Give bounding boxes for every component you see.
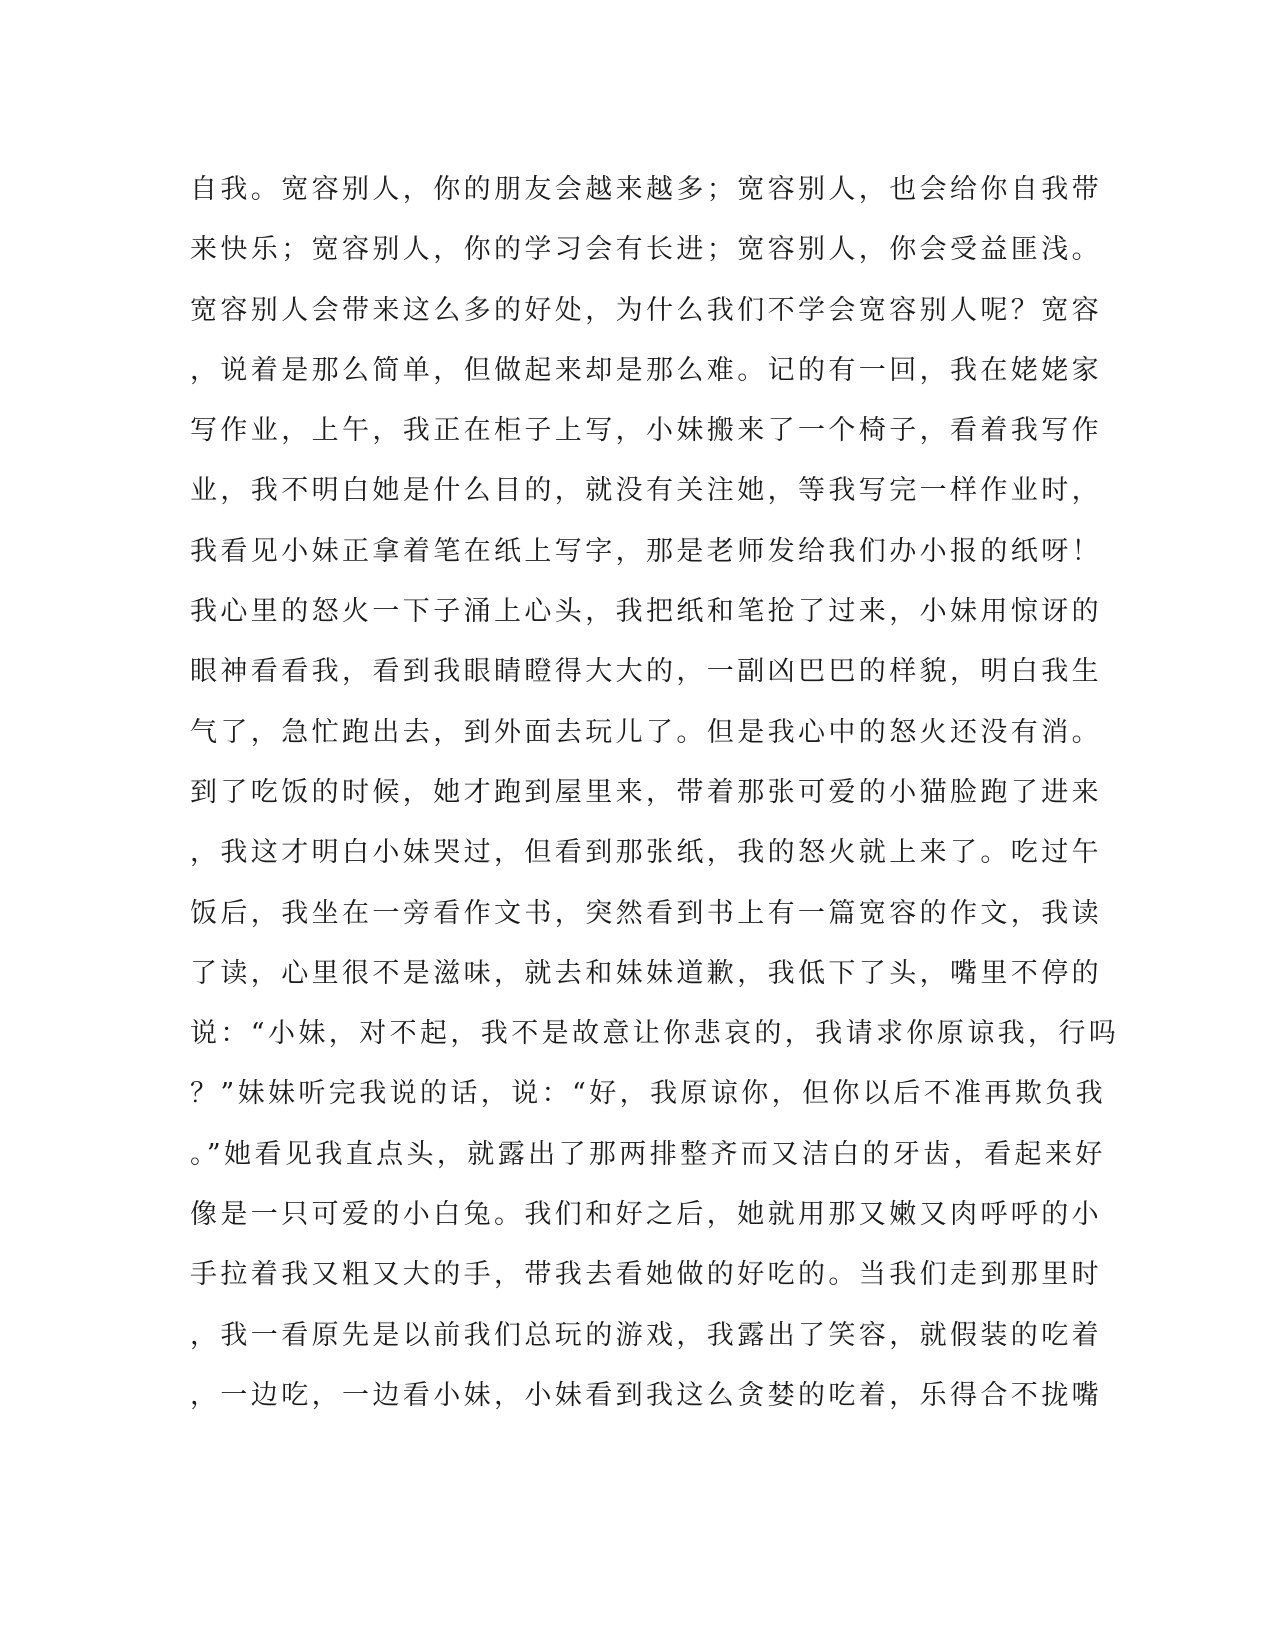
text-line-4: ，说着是那么简单，但做起来却是那么难。记的有一回，我在姥姥家 xyxy=(190,354,1102,386)
text-line-17: 。”她看见我直点头，就露出了那两排整齐而又洁白的牙齿，看起来好 xyxy=(190,1138,1106,1170)
text-line-7: 我看见小妹正拿着笔在纸上写字，那是老师发给我们办小报的纸呀！ xyxy=(190,535,1102,567)
text-line-9: 眼神看看我，看到我眼睛瞪得大大的，一副凶巴巴的样貌，明白我生 xyxy=(190,656,1102,688)
text-line-3: 宽容别人会带来这么多的好处，为什么我们不学会宽容别人呢？宽容 xyxy=(190,294,1102,326)
text-line-21: ，一边吃，一边看小妹，小妹看到我这么贪婪的吃着，乐得合不拢嘴 xyxy=(190,1379,1102,1411)
text-line-10: 气了，急忙跑出去，到外面去玩儿了。但是我心中的怒火还没有消。 xyxy=(190,716,1102,748)
text-line-11: 到了吃饭的时候，她才跑到屋里来，带着那张可爱的小猫脸跑了进来 xyxy=(190,776,1102,808)
text-line-16: ？”妹妹听完我说的话，说：“好，我原谅你，但你以后不准再欺负我 xyxy=(190,1078,1107,1110)
text-line-1: 自我。宽容别人，你的朋友会越来越多；宽容别人，也会给你自我带 xyxy=(190,174,1102,205)
text-line-8: 我心里的怒火一下子涌上心头，我把纸和笔抢了过来，小妹用惊讶的 xyxy=(190,596,1102,628)
text-line-6: 业，我不明白她是什么目的，就没有关注她，等我写完一样作业时， xyxy=(190,475,1102,507)
text-line-2: 来快乐；宽容别人，你的学习会有长进；宽容别人，你会受益匪浅。 xyxy=(190,234,1102,266)
text-line-15: 说：“小妹，对不起，我不是故意让你悲哀的，我请求你原谅我，行吗 xyxy=(190,1018,1120,1050)
text-line-14: 了读，心里很不是滋味，就去和妹妹道歉，我低下了头，嘴里不停的 xyxy=(190,957,1102,989)
text-line-5: 写作业，上午，我正在柜子上写，小妹搬来了一个椅子，看着我写作 xyxy=(190,415,1102,447)
text-line-13: 饭后，我坐在一旁看作文书，突然看到书上有一篇宽容的作文，我读 xyxy=(190,897,1102,929)
text-line-20: ，我一看原先是以前我们总玩的游戏，我露出了笑容，就假装的吃着 xyxy=(190,1319,1102,1351)
text-line-19: 手拉着我又粗又大的手，带我去看她做的好吃的。当我们走到那里时 xyxy=(190,1259,1102,1291)
body-text xyxy=(190,170,1120,1436)
text-line-18: 像是一只可爱的小白兔。我们和好之后，她就用那又嫩又肉呼呼的小 xyxy=(190,1199,1102,1231)
text-line-12: ，我这才明白小妹哭过，但看到那张纸，我的怒火就上来了。吃过午 xyxy=(190,837,1102,869)
